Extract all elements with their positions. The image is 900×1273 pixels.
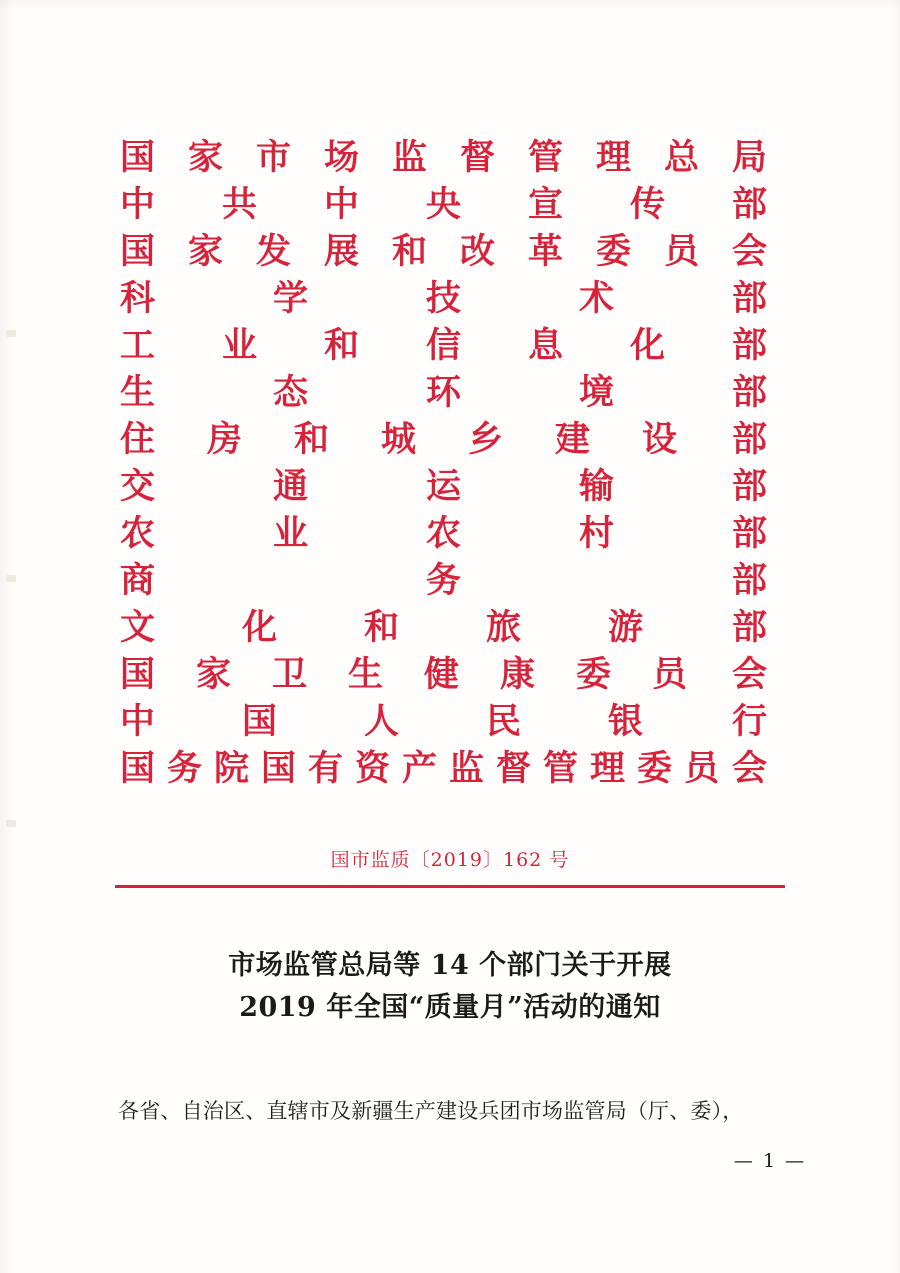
agency-line: 中 共 中 央 宣 传 部 <box>120 185 768 225</box>
page-number-text: — 1 — <box>733 1150 807 1172</box>
agency-line: 住 房 和 城 乡 建 设 部 <box>120 420 768 460</box>
page-title <box>0 945 900 1029</box>
agency-line: 文 化 和 旅 游 部 <box>120 608 768 648</box>
issuing-agencies-header <box>120 140 780 798</box>
agency-line: 工 业 和 信 息 化 部 <box>120 326 768 366</box>
agency-line: 科 学 技 术 部 <box>120 279 768 319</box>
agency-line: 国 家 卫 生 健 康 委 员 会 <box>120 655 768 695</box>
agency-line: 国 家 市 场 监 督 管 理 总 局 <box>120 138 768 178</box>
agency-line: 商 务 部 <box>120 561 768 601</box>
agency-line: 中 国 人 民 银 行 <box>120 702 768 742</box>
agency-line: 生 态 环 境 部 <box>120 373 768 413</box>
page-number <box>0 1150 900 1172</box>
agency-line: 农 业 农 村 部 <box>120 514 768 554</box>
document-number: 国市监质〔2019〕162 号 <box>330 849 570 871</box>
title-line-2: 2019 年全国“质量月”活动的通知 <box>239 992 661 1023</box>
body-first-paragraph: 各省、自治区、直辖市及新疆生产建设兵团市场监管局（厅、委）， <box>118 1099 744 1123</box>
agency-line: 交 通 运 输 部 <box>120 467 768 507</box>
agency-line: 国 家 发 展 和 改 革 委 员 会 <box>120 232 768 272</box>
agency-line: 国 务 院 国 有 资 产 监 督 管 理 委 员 会 <box>120 749 768 789</box>
title-line-1: 市场监管总局等 14 个部门关于开展 <box>228 950 672 981</box>
red-divider-rule <box>115 885 785 888</box>
